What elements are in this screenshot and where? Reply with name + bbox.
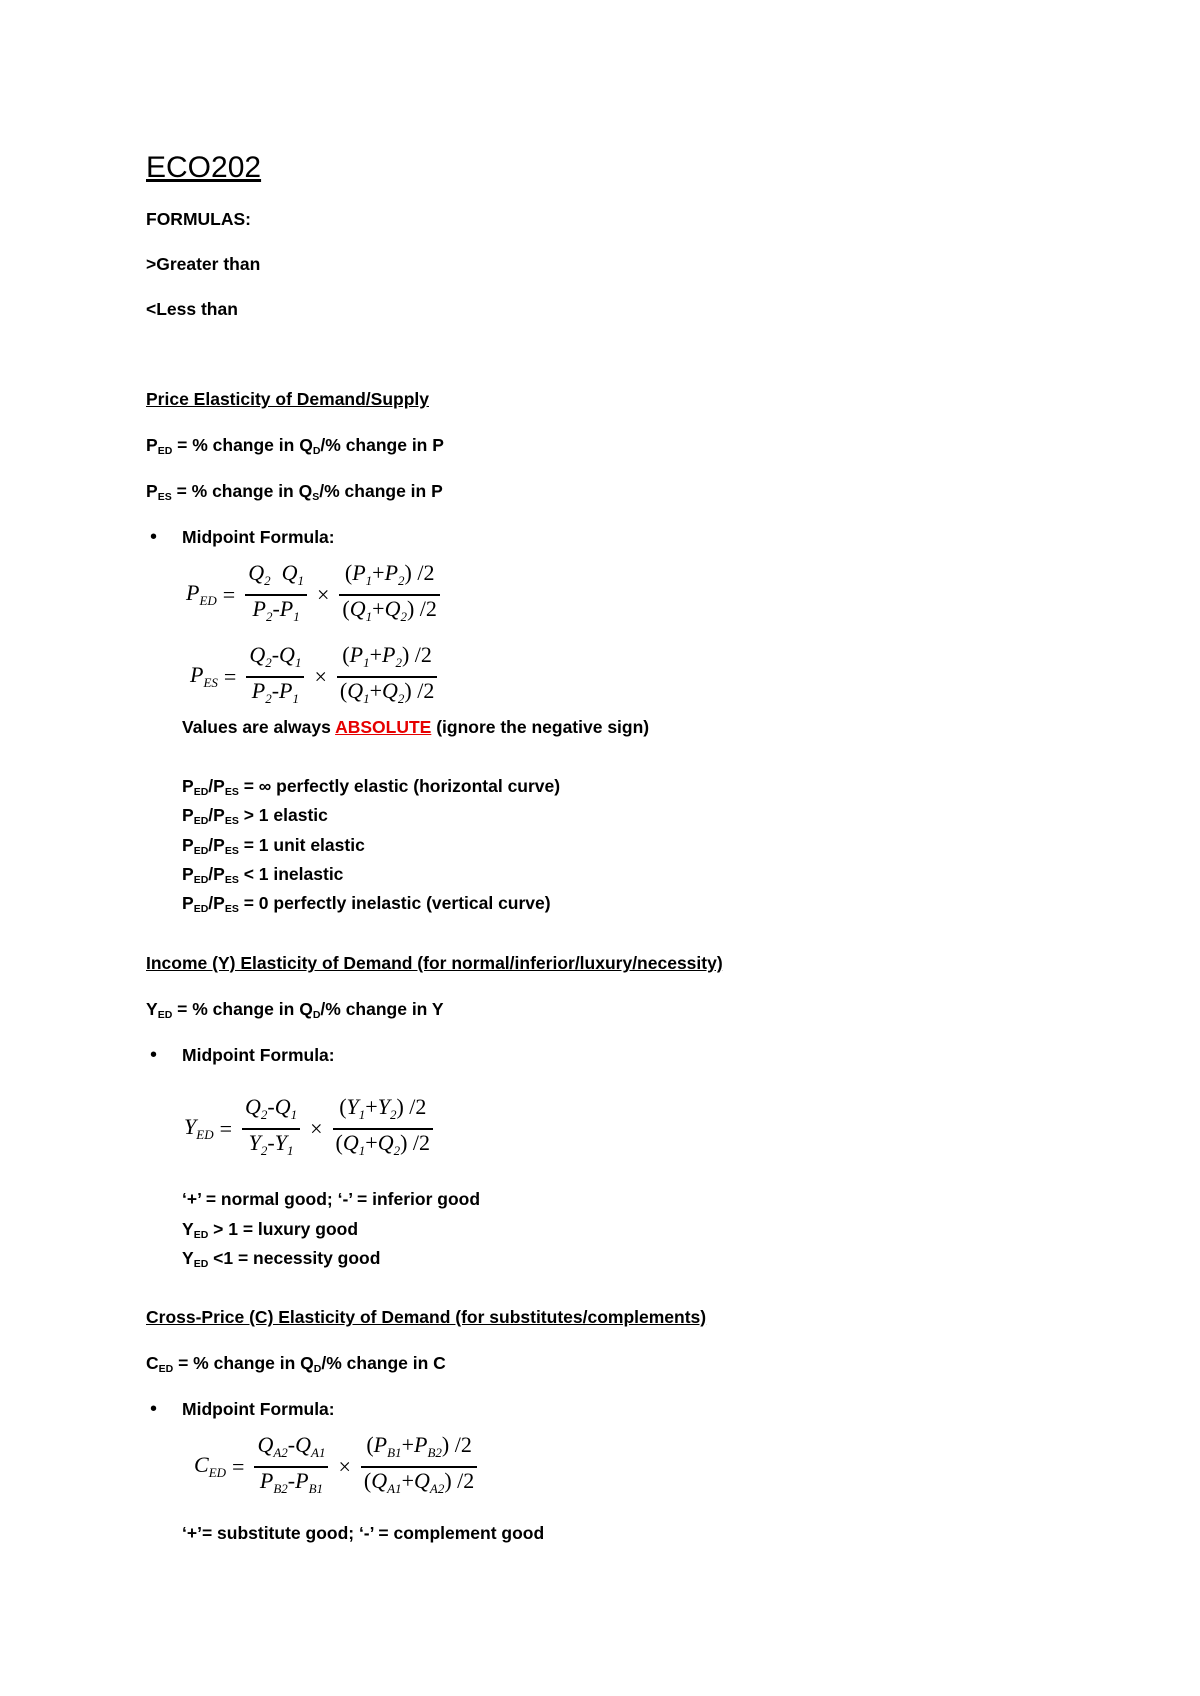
elasticity-rule: $P_{ED}/P_{ES} = 0$ perfectly inelastic (vertical curve) <box>182 893 551 915</box>
pes-midpoint-formula: $P_{ES}$ = $\frac{Q_2-Q_1}{P_2-P_1}$ × $\frac{(P_1+P_2) /2}{(Q_1+Q_2) /2}$ <box>190 642 441 712</box>
ped-definition: $P_{ED}$ = % change in $Q_D/\%$ change in P <box>146 435 444 457</box>
income-note: $Y_{ED} <1$ = necessity good <box>182 1248 381 1270</box>
price-elasticity-heading: Price Elasticity of Demand/Supply <box>146 389 429 409</box>
bullet-dot: • <box>150 1398 158 1420</box>
elasticity-rule: $P_{ED}/P_{ES} = 1$ unit elastic <box>182 835 365 857</box>
pes-definition: $P_{ES}$ = % change in $Q_S/\%$ change in P <box>146 481 443 503</box>
income-note: ‘+’ = normal good; ‘-’ = inferior good <box>182 1189 481 1209</box>
absolute-note: Values are always ABSOLUTE (ignore the negative sign) <box>182 717 650 737</box>
yed-midpoint-formula: $Y_{ED}$ = $\frac{Q_2-Q_1}{Y_2-Y_1}$ × $\frac{(Y_1+Y_2) /2}{(Q_1+Q_2) /2}$ <box>184 1094 437 1164</box>
less-than-line: <Less than <box>146 299 238 319</box>
page-title: ECO202 <box>146 151 262 184</box>
elasticity-rule: $P_{ED}/P_{ES} < 1$ inelastic <box>182 864 344 886</box>
ped-midpoint-formula: $P_{ED}$ = $\frac{Q_2 Q_1}{P_2-P_1}$ × $\frac{(P_1+P_2) /2}{(Q_1+Q_2) /2}$ <box>186 560 444 630</box>
ced-definition: $C_{ED}$ = % change in $Q_D/\%$ change in C <box>146 1353 446 1375</box>
elasticity-rule: $P_{ED}/P_{ES} > 1$ elastic <box>182 805 328 827</box>
formulas-label: FORMULAS: <box>146 209 251 229</box>
cross-note: ‘+’= substitute good; ‘-’ = complement good <box>182 1523 545 1543</box>
bullet-dot: • <box>150 1044 158 1066</box>
ced-midpoint-formula: $C_{ED}$ = $\frac{Q_{A2}-Q_{A1}}{P_{B2}-P_{B1}}$ × $\frac{(P_{B1}+P_{B2}) /2}{(Q_{A1}+Q_{A2}) /2}$ <box>194 1432 481 1502</box>
midpoint-formula-label: Midpoint Formula: <box>182 527 335 547</box>
greater-than-line: >Greater than <box>146 254 261 274</box>
elasticity-rule: $P_{ED}/P_{ES}$ = ∞ perfectly elastic (horizontal curve) <box>182 776 561 798</box>
income-elasticity-heading: Income (Y) Elasticity of Demand (for normal/inferior/luxury/necessity) <box>146 953 723 973</box>
yed-definition: $Y_{ED}$ = % change in $Q_D/\%$ change in Y <box>146 999 444 1021</box>
midpoint-formula-label: Midpoint Formula: <box>182 1045 335 1065</box>
bullet-dot: • <box>150 526 158 548</box>
cross-price-heading: Cross-Price (C) Elasticity of Demand (for substitutes/complements) <box>146 1307 707 1327</box>
absolute-word: ABSOLUTE <box>335 717 432 737</box>
income-note: $Y_{ED} > 1$ = luxury good <box>182 1219 359 1241</box>
midpoint-formula-label: Midpoint Formula: <box>182 1399 335 1419</box>
